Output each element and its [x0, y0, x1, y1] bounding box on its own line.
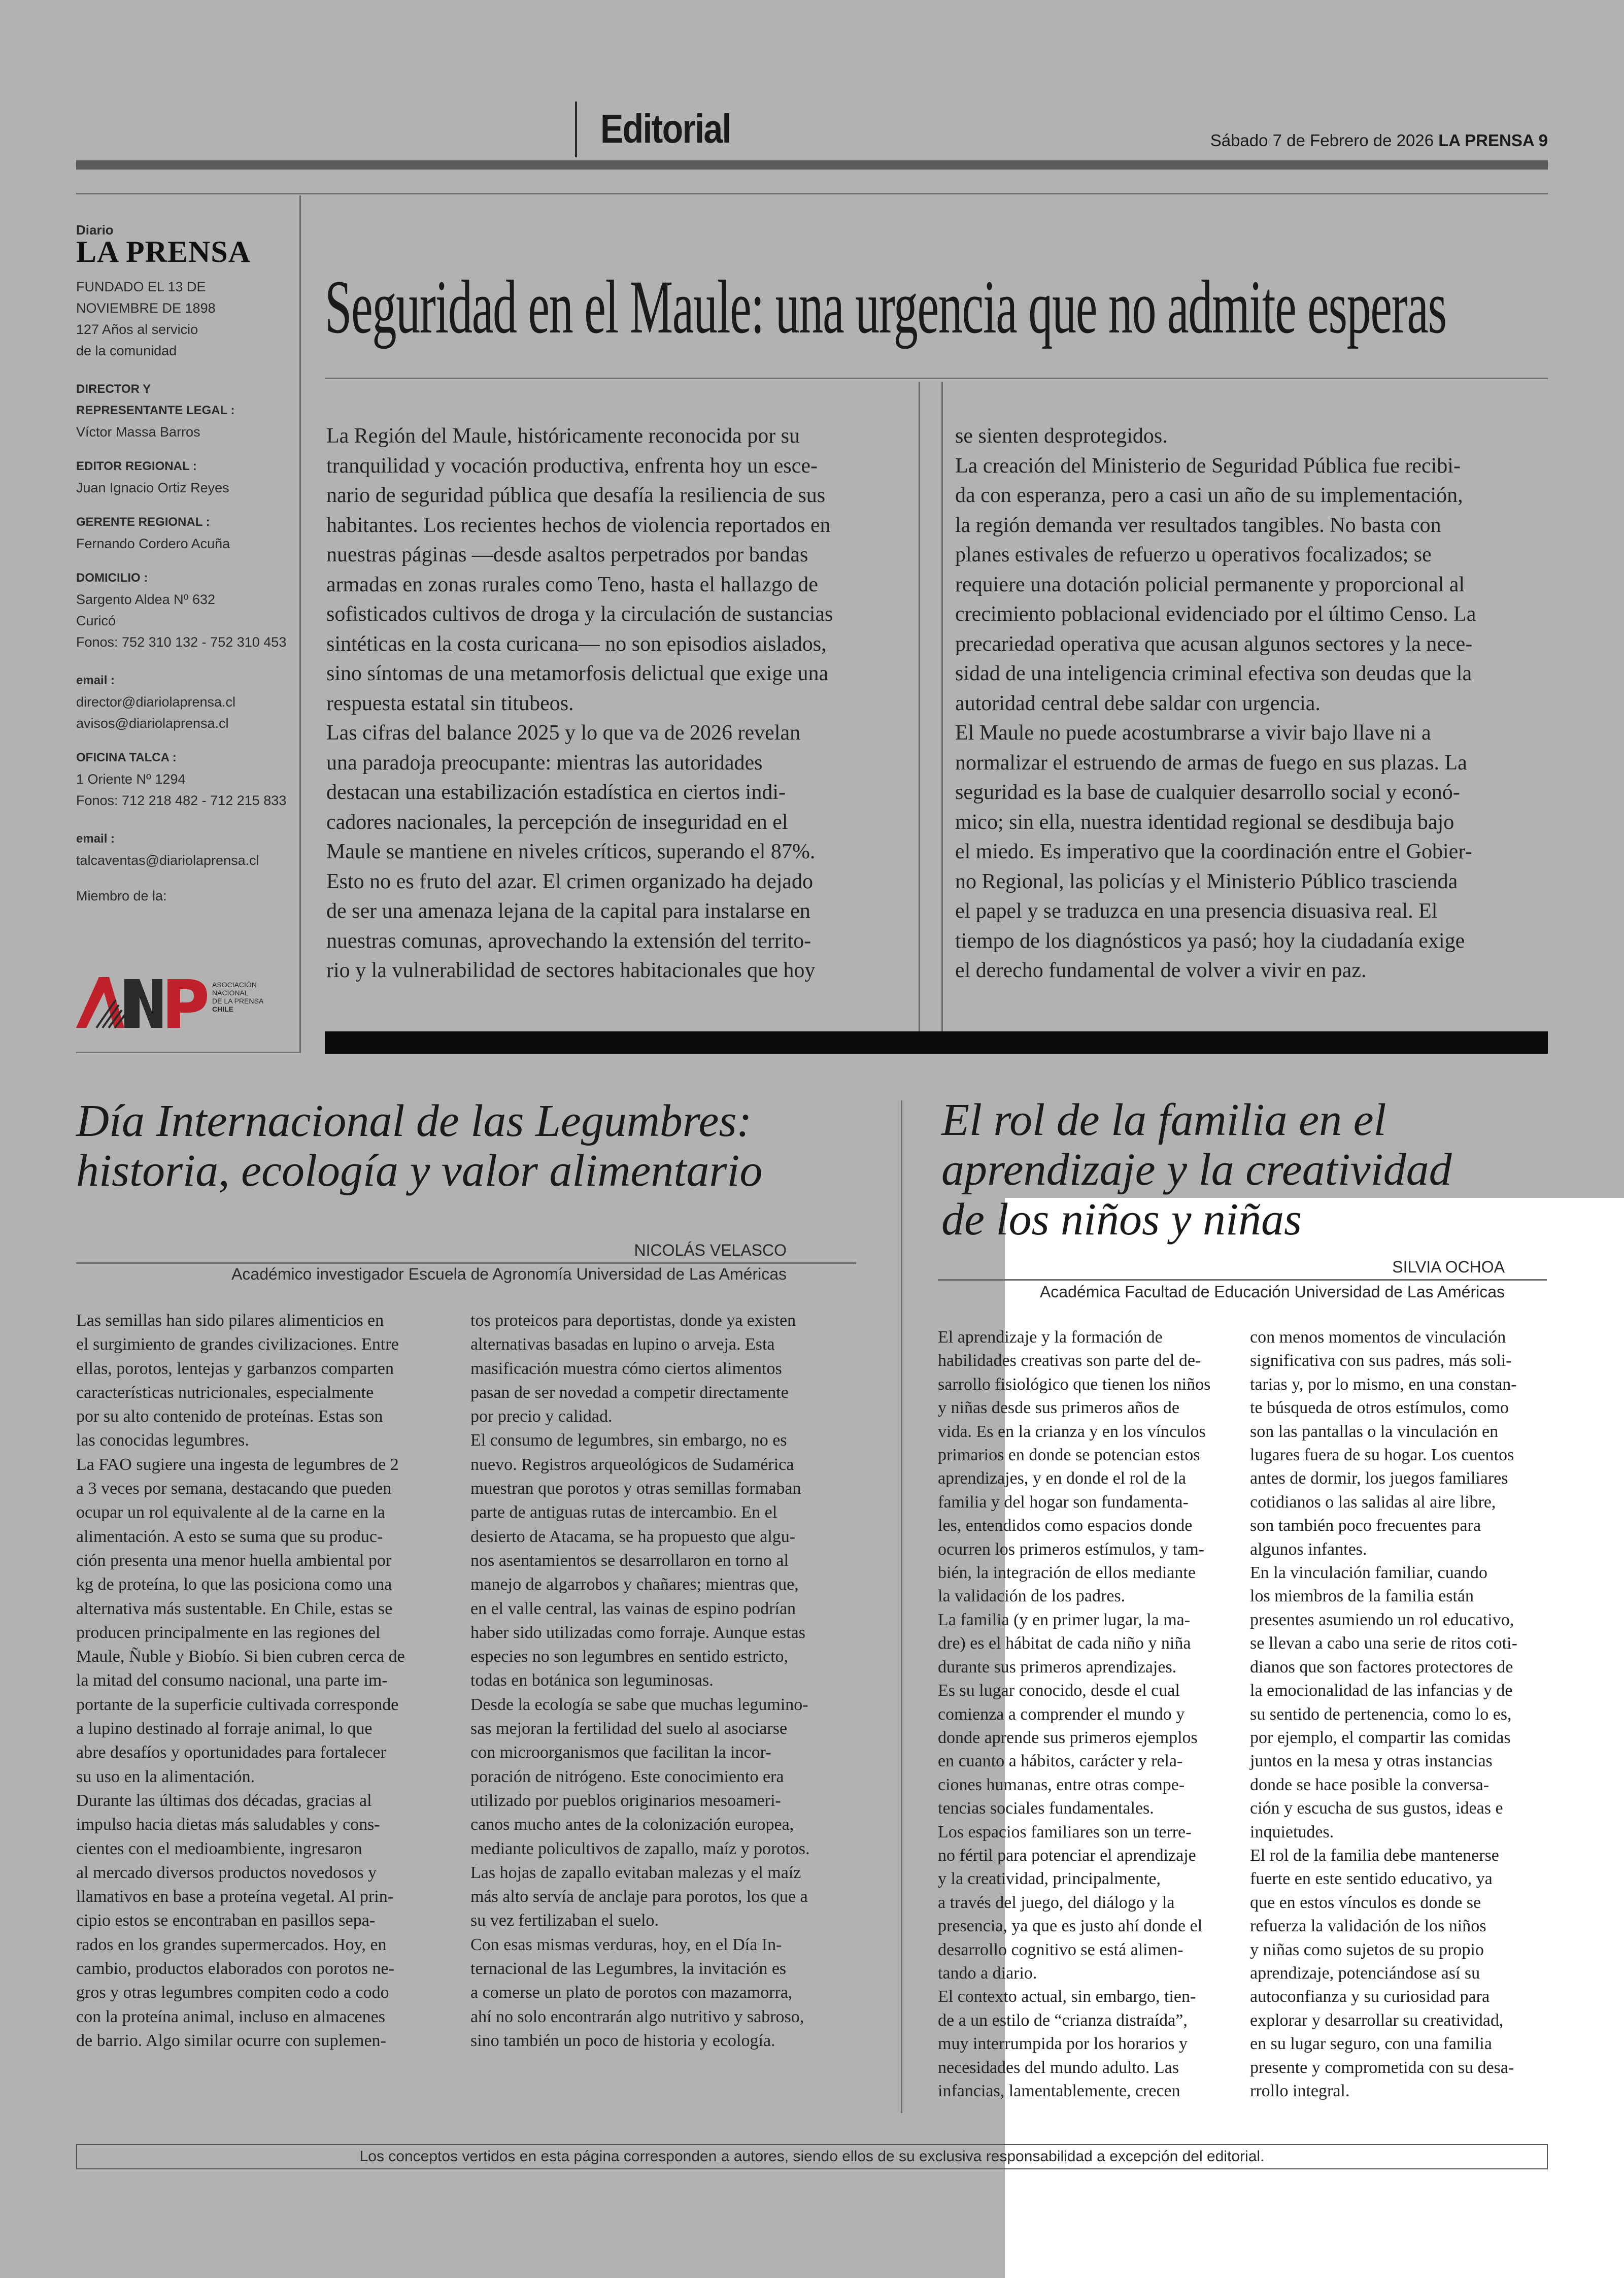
- gerente-label: GERENTE REGIONAL :: [76, 515, 210, 529]
- article-b-text-line: donde se hace posible la conversa-: [1250, 1775, 1490, 1794]
- article-a-text-line: ellas, porotos, lentejas y garbanzos comparten: [76, 1359, 394, 1378]
- article-a-text-line: ternacional de las Legumbres, la invitación es: [470, 1959, 787, 1979]
- article-b-title-line: de los niños y niñas: [941, 1194, 1302, 1245]
- gerente-block: [76, 512, 294, 554]
- article-b-text-line: por ejemplo, el compartir las comidas: [1250, 1728, 1511, 1747]
- email2-link[interactable]: talcaventas@diariolaprensa.cl: [76, 853, 259, 868]
- editorial-text-line: una paradoja preocupante: mientras las autoridades: [326, 751, 763, 775]
- article-a-text-line: al mercado diversos productos novedosos y: [76, 1863, 377, 1882]
- header-page: LA PRENSA 9: [1438, 131, 1548, 150]
- article-b-text-line: comienza a comprender el mundo y: [938, 1704, 1185, 1724]
- article-a-text-line: cipio estos se encontraban en pasillos sepa-: [76, 1911, 376, 1930]
- article-b-text-line: El rol de la familia debe mantenerse: [1250, 1846, 1499, 1865]
- masthead-diario: Diario: [76, 222, 114, 238]
- article-b-text-line: aprendizaje, potenciándose así su: [1250, 1963, 1480, 1983]
- article-b-column-1: [938, 1326, 1242, 2103]
- article-b-text-line: a través del juego, del diálogo y la: [938, 1893, 1175, 1912]
- editorial-text-line: El Maule no puede acostumbrarse a vivir bajo llave ni a: [955, 721, 1431, 745]
- article-b-text-line: ción y escucha de sus gustos, ideas e: [1250, 1799, 1503, 1818]
- article-a-text-line: de barrio. Algo similar ocurre con suplemen-: [76, 2031, 386, 2050]
- article-b-text-line: y la creatividad, principalmente,: [938, 1869, 1161, 1889]
- article-b-text-line: son las pantallas o la vinculación en: [1250, 1422, 1499, 1441]
- article-a-text-line: gros y otras legumbres compiten codo a codo: [76, 1983, 389, 2002]
- editorial-text-line: habitantes. Los recientes hechos de violencia reportados en: [326, 513, 831, 537]
- article-b-text-line: con menos momentos de vinculación: [1250, 1328, 1506, 1347]
- article-b-text-line: refuerza la validación de los niños: [1250, 1917, 1486, 1936]
- article-b-text-line: presentes asumiendo un rol educativo,: [1250, 1610, 1514, 1629]
- article-b-text-line: tando a diario.: [938, 1963, 1037, 1983]
- article-a-text-line: Con esas mismas verduras, hoy, en el Día In-: [470, 1935, 782, 1954]
- article-a-text-line: kg de proteína, lo que las posiciona como una: [76, 1575, 392, 1594]
- article-a-text-line: canos mucho antes de la colonización europea,: [470, 1815, 794, 1834]
- article-a-text-line: en el valle central, las vainas de espino podrían: [470, 1599, 796, 1618]
- anp-logo-text: NACIONAL: [212, 989, 249, 997]
- articles-divider: [901, 1100, 902, 2113]
- article-b-text-line: les, entendidos como espacios donde: [938, 1516, 1193, 1535]
- article-b-text-line: su sentido de pertenencia, como lo es,: [1250, 1704, 1512, 1724]
- editorial-text-line: respuesta estatal sin titubeos.: [326, 691, 574, 715]
- editorial-text-line: normalizar el estruendo de armas de fuego en sus plazas. La: [955, 751, 1467, 775]
- article-b-text-line: ocurren los primeros estímulos, y tam-: [938, 1539, 1205, 1559]
- editorial-text-line: tranquilidad y vocación productiva, enfrenta hoy un esce-: [326, 454, 818, 478]
- article-a-text-line: características nutricionales, especialmente: [76, 1383, 374, 1402]
- founded-line: FUNDADO EL 13 DE: [76, 279, 206, 294]
- article-b-text-line: En la vinculación familiar, cuando: [1250, 1563, 1487, 1583]
- editorial-text-line: sintéticas en la costa curicana— no son episodios aislados,: [326, 632, 827, 656]
- gerente-name: Fernando Cordero Acuña: [76, 536, 230, 551]
- article-a-text-line: alternativa más sustentable. En Chile, estas se: [76, 1599, 393, 1618]
- article-a-title-line: historia, ecología y valor alimentario: [76, 1146, 763, 1196]
- article-a-text-line: con microorganismos que facilitan la incor-: [470, 1743, 771, 1762]
- masthead-bottom-rule: [76, 1052, 301, 1053]
- article-b-text-line: bién, la integración de ellos mediante: [938, 1563, 1196, 1583]
- editorial-text-line: Esto no es fruto del azar. El crimen organizado ha dejado: [326, 869, 814, 893]
- article-a-text-line: sino también un poco de historia y ecología.: [470, 2031, 775, 2050]
- article-b-text-line: los miembros de la familia están: [1250, 1587, 1474, 1606]
- article-a-affiliation: Académico investigador Escuela de Agronomía Universidad de Las Américas: [231, 1265, 787, 1283]
- director-label: DIRECTOR Y: [76, 382, 151, 396]
- article-b-text-line: se llevan a cabo una serie de ritos coti-: [1250, 1634, 1517, 1653]
- editorial-headline-rule: [325, 378, 1548, 379]
- article-a-text-line: la mitad del consumo nacional, una parte im-: [76, 1671, 388, 1690]
- section-title: Editorial: [600, 106, 731, 151]
- article-a-title-line: Día Internacional de las Legumbres:: [76, 1096, 752, 1146]
- header-thick-rule: [76, 160, 1548, 170]
- email-block: [76, 670, 294, 734]
- article-a-text-line: Las hojas de zapallo evitaban malezas y el maíz: [470, 1863, 801, 1882]
- article-b-text-line: significativa con sus padres, más soli-: [1250, 1351, 1512, 1370]
- article-b-text-line: rrollo integral.: [1250, 2082, 1350, 2100]
- article-a-text-line: Durante las últimas dos décadas, gracias al: [76, 1791, 372, 1810]
- article-a-text-line: con la proteína animal, incluso en almacenes: [76, 2007, 385, 2026]
- article-b-column-2: [1250, 1326, 1565, 2103]
- editorial-text-line: no Regional, las policías y el Ministerio Público trascienda: [955, 869, 1458, 893]
- talca-line: Fonos: 712 218 482 - 712 215 833: [76, 793, 287, 808]
- article-b-title-line: aprendizaje y la creatividad: [941, 1145, 1452, 1195]
- email-label: email :: [76, 674, 115, 687]
- header-date: Sábado 7 de Febrero de 2026: [1210, 131, 1434, 150]
- editorial-column-divider: [919, 382, 920, 1031]
- article-b-text-line: antes de dormir, los juegos familiares: [1250, 1469, 1508, 1488]
- editorial-text-line: rio y la vulnerabilidad de sectores habitacionales que hoy: [326, 959, 816, 982]
- editorial-text-line: requiere una dotación policial permanente y proporcional al: [955, 573, 1465, 596]
- editorial-text-line: el papel y se traduzca en una presencia disuasiva real. El: [955, 899, 1438, 923]
- article-b-text-line: La familia (y en primer lugar, la ma-: [938, 1610, 1191, 1629]
- article-b-text-line: familia y del hogar son fundamenta-: [938, 1492, 1189, 1512]
- article-b-text-line: El contexto actual, sin embargo, tien-: [938, 1987, 1196, 2006]
- founded-line: de la comunidad: [76, 343, 177, 358]
- article-b-text-line: son también poco frecuentes para: [1250, 1516, 1481, 1535]
- article-a-text-line: todas en botánica son leguminosas.: [470, 1671, 714, 1690]
- article-b-text-line: dianos que son factores protectores de: [1250, 1657, 1513, 1677]
- article-b-text-line: la emocionalidad de las infancias y de: [1250, 1681, 1513, 1700]
- article-a-text-line: portante de la superficie cultivada corresponde: [76, 1695, 399, 1714]
- article-a-text-line: producen principalmente en las regiones del: [76, 1623, 381, 1642]
- article-b-text-line: aprendizajes, y en donde el rol de la: [938, 1469, 1187, 1488]
- editorial-text-line: da con esperanza, pero a casi un año de su implementación,: [955, 484, 1463, 507]
- article-b-title: [941, 1095, 1550, 1245]
- article-b-text-line: en cuanto a hábitos, carácter y rela-: [938, 1752, 1183, 1771]
- editorial-text-line: destacan una estabilización estadística en ciertos indi-: [326, 781, 786, 804]
- article-b-text-line: algunos infantes.: [1250, 1539, 1367, 1559]
- editorial-text-line: crecimiento poblacional evidenciado por el último Censo. La: [955, 602, 1476, 626]
- editorial-text-line: el derecho fundamental de volver a vivir en paz.: [955, 959, 1367, 982]
- article-a-text-line: su uso en la alimentación.: [76, 1767, 255, 1786]
- editorial-text-line: nario de seguridad pública que desafía la resiliencia de sus: [326, 484, 826, 507]
- editorial-text-line: sino síntomas de una metamorfosis delictual que exige una: [326, 662, 829, 685]
- domicilio-line: Curicó: [76, 613, 116, 628]
- editorial-text-line: sidad de una inteligencia criminal efectiva son deudas que la: [955, 662, 1472, 685]
- article-a-text-line: El consumo de legumbres, sin embargo, no es: [470, 1431, 787, 1450]
- editorial-column-divider: [941, 382, 943, 1031]
- article-b-text-line: habilidades creativas son parte del de-: [938, 1351, 1201, 1370]
- article-b-text-line: desarrollo cognitivo se está alimen-: [938, 1940, 1183, 1959]
- domicilio-line: Fonos: 752 310 132 - 752 310 453: [76, 634, 287, 650]
- editorial-column-2: [955, 421, 1536, 986]
- domicilio-label: DOMICILIO :: [76, 571, 148, 585]
- article-b-text-line: juntos en la mesa y otras instancias: [1250, 1752, 1493, 1771]
- header-divider: [575, 102, 577, 157]
- article-b-text-line: lugares fuera de su hogar. Los cuentos: [1250, 1446, 1514, 1465]
- article-b-text-line: que en estos vínculos es donde se: [1250, 1893, 1481, 1912]
- article-a-text-line: cientes con el medioambiente, ingresaron: [76, 1839, 362, 1858]
- editor-name: Juan Ignacio Ortiz Reyes: [76, 480, 229, 495]
- director-label: REPRESENTANTE LEGAL :: [76, 404, 235, 417]
- article-b-text-line: Los espacios familiares son un terre-: [938, 1822, 1192, 1841]
- editorial-text-line: nuestras páginas —desde asaltos perpetrados por bandas: [326, 543, 808, 566]
- email2-block: [76, 828, 294, 871]
- founded-line: 127 Años al servicio: [76, 322, 198, 337]
- article-a-text-line: sas mejoran la fertilidad del suelo al asociarse: [470, 1719, 788, 1738]
- article-a-author: NICOLÁS VELASCO: [634, 1241, 787, 1259]
- article-a-text-line: La FAO sugiere una ingesta de legumbres de 2: [76, 1455, 399, 1474]
- article-b-text-line: tarias y, por lo mismo, en una constan-: [1250, 1375, 1517, 1394]
- editorial-text-line: Maule se mantiene en niveles críticos, superando el 87%.: [326, 840, 816, 863]
- editorial-text-line: el miedo. Es imperativo que la coordinación entre el Gobier-: [955, 840, 1472, 863]
- article-a-rule: [76, 1262, 856, 1264]
- article-a-text-line: el surgimiento de grandes civilizaciones. Entre: [76, 1335, 399, 1354]
- director-block: [76, 379, 294, 443]
- editorial-text-line: planes estivales de refuerzo u operativos focalizados; se: [955, 543, 1432, 566]
- article-a-text-line: nos asentamientos se desarrollaron en torno al: [470, 1551, 789, 1570]
- article-b-text-line: fuerte en este sentido educativo, ya: [1250, 1869, 1493, 1889]
- article-b-text-line: sarrollo fisiológico que tienen los niños: [938, 1375, 1211, 1394]
- article-a-text-line: a lupino destinado al forraje animal, lo que: [76, 1719, 373, 1738]
- article-a-title: [76, 1096, 888, 1196]
- article-b-text-line: durante sus primeros aprendizajes.: [938, 1657, 1177, 1677]
- anp-logo-text: DE LA PRENSA: [212, 997, 264, 1005]
- talca-line: 1 Oriente Nº 1294: [76, 772, 186, 787]
- editor-block: [76, 456, 294, 498]
- article-a-text-line: nuevo. Registros arqueológicos de Sudamérica: [470, 1455, 794, 1474]
- article-b-text-line: la validación de los padres.: [938, 1587, 1126, 1606]
- article-a-text-line: rados en los grandes supermercados. Hoy, en: [76, 1935, 387, 1954]
- editorial-text-line: autoridad central debe saldar con urgencia.: [955, 691, 1321, 715]
- article-a-text-line: ocupar un rol equivalente al de la carne en la: [76, 1503, 385, 1522]
- article-a-text-line: especies no son legumbres en sentido estricto,: [470, 1647, 789, 1666]
- editorial-text-line: Las cifras del balance 2025 y lo que va de 2026 revelan: [326, 721, 801, 745]
- email2-label: email :: [76, 832, 115, 846]
- article-b-text-line: dre) es el hábitat de cada niño y niña: [938, 1634, 1191, 1653]
- article-b-affiliation: Académica Facultad de Educación Universidad de Las Américas: [1039, 1283, 1505, 1301]
- editorial-text-line: La creación del Ministerio de Seguridad Pública fue recibi-: [955, 454, 1461, 478]
- article-a-text-line: pasan de ser novedad a competir directamente: [470, 1383, 789, 1402]
- article-b-rule: [938, 1279, 1547, 1281]
- article-b-text-line: tencias sociales fundamentales.: [938, 1799, 1154, 1818]
- editorial-text-line: tiempo de los diagnósticos ya pasó; hoy la ciudadanía exige: [955, 929, 1465, 953]
- article-a-text-line: más alto servía de anclaje para porotos, los que a: [470, 1887, 808, 1906]
- article-b-text-line: no fértil para potenciar el aprendizaje: [938, 1846, 1196, 1865]
- article-a-column-1: [76, 1309, 452, 2053]
- editorial-text-line: de ser una amenaza lejana de la capital para instalarse en: [326, 899, 810, 923]
- article-b-text-line: y niñas desde sus primeros años de: [938, 1398, 1179, 1418]
- article-a-text-line: por precio y calidad.: [470, 1407, 613, 1426]
- article-b-text-line: ciones humanas, entre otras compe-: [938, 1775, 1185, 1794]
- anp-logo-text: CHILE: [212, 1005, 233, 1013]
- article-b-text-line: presencia, ya que es justo ahí donde el: [938, 1917, 1203, 1936]
- email-link[interactable]: avisos@diariolaprensa.cl: [76, 716, 229, 731]
- article-a-text-line: desierto de Atacama, se ha propuesto que algu-: [470, 1527, 796, 1546]
- article-a-text-line: abre desafíos y oportunidades para fortalecer: [76, 1743, 386, 1762]
- article-a-text-line: Las semillas han sido pilares alimenticios en: [76, 1311, 384, 1330]
- article-b-text-line: y niñas como sujetos de su propio: [1250, 1940, 1484, 1959]
- article-a-column-2: [470, 1309, 861, 2053]
- header-thin-rule: [76, 193, 1548, 194]
- masthead-divider: [299, 195, 301, 1053]
- article-a-text-line: poración de nitrógeno. Este conocimiento era: [470, 1767, 784, 1786]
- editorial-text-line: se sienten desprotegidos.: [955, 424, 1168, 448]
- article-a-text-line: cambio, productos elaborados con porotos ne-: [76, 1959, 394, 1979]
- article-a-text-line: su vez fertilizaban el suelo.: [470, 1911, 659, 1930]
- article-b-text-line: presente y comprometida con su desa-: [1250, 2058, 1514, 2077]
- editorial-column-1: [326, 421, 907, 986]
- article-a-text-line: Desde la ecología se sabe que muchas legumino-: [470, 1695, 808, 1714]
- article-a-text-line: muestran que porotos y otras semillas formaban: [470, 1479, 801, 1498]
- article-a-text-line: haber sido utilizadas como forraje. Aunque estas: [470, 1623, 805, 1642]
- anp-logo: [76, 972, 279, 1033]
- domicilio-block: [76, 567, 294, 653]
- article-b-author: SILVIA OCHOA: [1392, 1258, 1505, 1276]
- founded-line: NOVIEMBRE DE 1898: [76, 300, 216, 316]
- article-b-text-line: donde aprende sus primeros ejemplos: [938, 1728, 1198, 1747]
- editorial-text-line: mico; sin ella, nuestra identidad regional se desdibuja bajo: [955, 810, 1454, 834]
- editor-label: EDITOR REGIONAL :: [76, 459, 197, 473]
- article-b-text-line: vida. Es en la crianza y en los vínculos: [938, 1422, 1206, 1441]
- editorial-text-line: seguridad es la base de cualquier desarrollo social y econó-: [955, 781, 1460, 804]
- talca-block: [76, 747, 294, 811]
- editorial-text-line: armadas en zonas rurales como Teno, hasta el hallazgo de: [326, 573, 818, 596]
- article-a-text-line: llamativos en base a proteína vegetal. Al prin-: [76, 1887, 394, 1906]
- article-b-text-line: te búsqueda de otros estímulos, como: [1250, 1398, 1509, 1418]
- article-a-text-line: Maule, Ñuble y Biobío. Si bien cubren cerca de: [76, 1647, 405, 1666]
- article-a-text-line: alimentación. A esto se suma que su produc-: [76, 1527, 383, 1546]
- article-b-title-line: El rol de la familia en el: [941, 1095, 1386, 1145]
- article-b-text-line: en su lugar seguro, con una familia: [1250, 2034, 1492, 2054]
- domicilio-line: Sargento Aldea Nº 632: [76, 592, 216, 607]
- article-b-text-line: Es su lugar conocido, desde el cual: [938, 1681, 1180, 1700]
- article-a-text-line: a comerse un plato de porotos con mazamorra,: [470, 1983, 793, 2002]
- header-date-line: [1210, 131, 1548, 150]
- article-a-text-line: masificación muestra cómo ciertos alimentos: [470, 1359, 782, 1378]
- article-a-text-line: manejo de algarrobos y chañares; mientras que,: [470, 1575, 799, 1594]
- article-a-text-line: las conocidas legumbres.: [76, 1431, 249, 1450]
- article-a-text-line: tos proteicos para deportistas, donde ya existen: [470, 1311, 796, 1330]
- article-b-text-line: autoconfianza y su curiosidad para: [1250, 1987, 1490, 2006]
- masthead-logo: LA PRENSA: [76, 235, 251, 269]
- editorial-bottom-bar: [325, 1031, 1548, 1054]
- editorial-text-line: precariedad operativa que acusan algunos sectores y la nece-: [955, 632, 1473, 656]
- article-b-text-line: El aprendizaje y la formación de: [938, 1328, 1163, 1347]
- masthead: [76, 223, 294, 907]
- director-name: Víctor Massa Barros: [76, 424, 200, 440]
- article-b-text-line: explorar y desarrollar su creatividad,: [1250, 2011, 1504, 2030]
- article-a-text-line: por su alto contenido de proteínas. Estas son: [76, 1407, 383, 1426]
- article-b-text-line: muy interrumpida por los horarios y: [938, 2034, 1188, 2054]
- editorial-headline: Seguridad en el Maule: una urgencia que no admite esperas: [325, 265, 1446, 349]
- founded-block: [76, 276, 294, 361]
- article-b-text-line: primarios en donde se potencian estos: [938, 1446, 1200, 1465]
- member-label: Miembro de la:: [76, 888, 167, 903]
- editorial-text-line: la región demanda ver resultados tangibles. No basta con: [955, 513, 1441, 537]
- article-a-text-line: mediante policultivos de zapallo, maíz y porotos.: [470, 1839, 810, 1858]
- footer-disclaimer: Los conceptos vertidos en esta página corresponden a autores, siendo ellos de su exclusiva responsabilidad a excepción del editorial.: [76, 2144, 1548, 2169]
- article-a-text-line: utilizado por pueblos originarios mesoameri-: [470, 1791, 781, 1810]
- anp-logo-text: ASOCIACIÓN: [212, 981, 257, 989]
- article-a-text-line: parte de antiguas rutas de intercambio. En el: [470, 1503, 777, 1522]
- article-b-text-line: cotidianos o las salidas al aire libre,: [1250, 1492, 1496, 1512]
- article-b-text-line: de a un estilo de “crianza distraída”,: [938, 2011, 1188, 2030]
- editorial-text-line: nuestras comunas, aprovechando la extensión del territo-: [326, 929, 811, 953]
- article-b-text-line: necesidades del mundo adulto. Las: [938, 2058, 1179, 2077]
- editorial-text-line: La Región del Maule, históricamente reconocida por su: [326, 424, 800, 448]
- article-a-text-line: impulso hacia dietas más saludables y cons-: [76, 1815, 380, 1834]
- article-b-text-line: inquietudes.: [1250, 1822, 1334, 1841]
- article-a-text-line: ahí no solo encontrarán algo nutritivo y sabroso,: [470, 2007, 804, 2026]
- article-a-text-line: ción presenta una menor huella ambiental por: [76, 1551, 392, 1570]
- article-a-text-line: alternativas basadas en lupino o arveja. Esta: [470, 1335, 775, 1354]
- talca-label: OFICINA TALCA :: [76, 751, 177, 764]
- article-b-text-line: infancias, lamentablemente, crecen: [938, 2082, 1180, 2100]
- editorial-text-line: sofisticados cultivos de droga y la circulación de sustancias: [326, 602, 833, 626]
- article-a-text-line: a 3 veces por semana, destacando que pueden: [76, 1479, 392, 1498]
- email-link[interactable]: director@diariolaprensa.cl: [76, 694, 236, 710]
- editorial-text-line: cadores nacionales, la percepción de inseguridad en el: [326, 810, 788, 834]
